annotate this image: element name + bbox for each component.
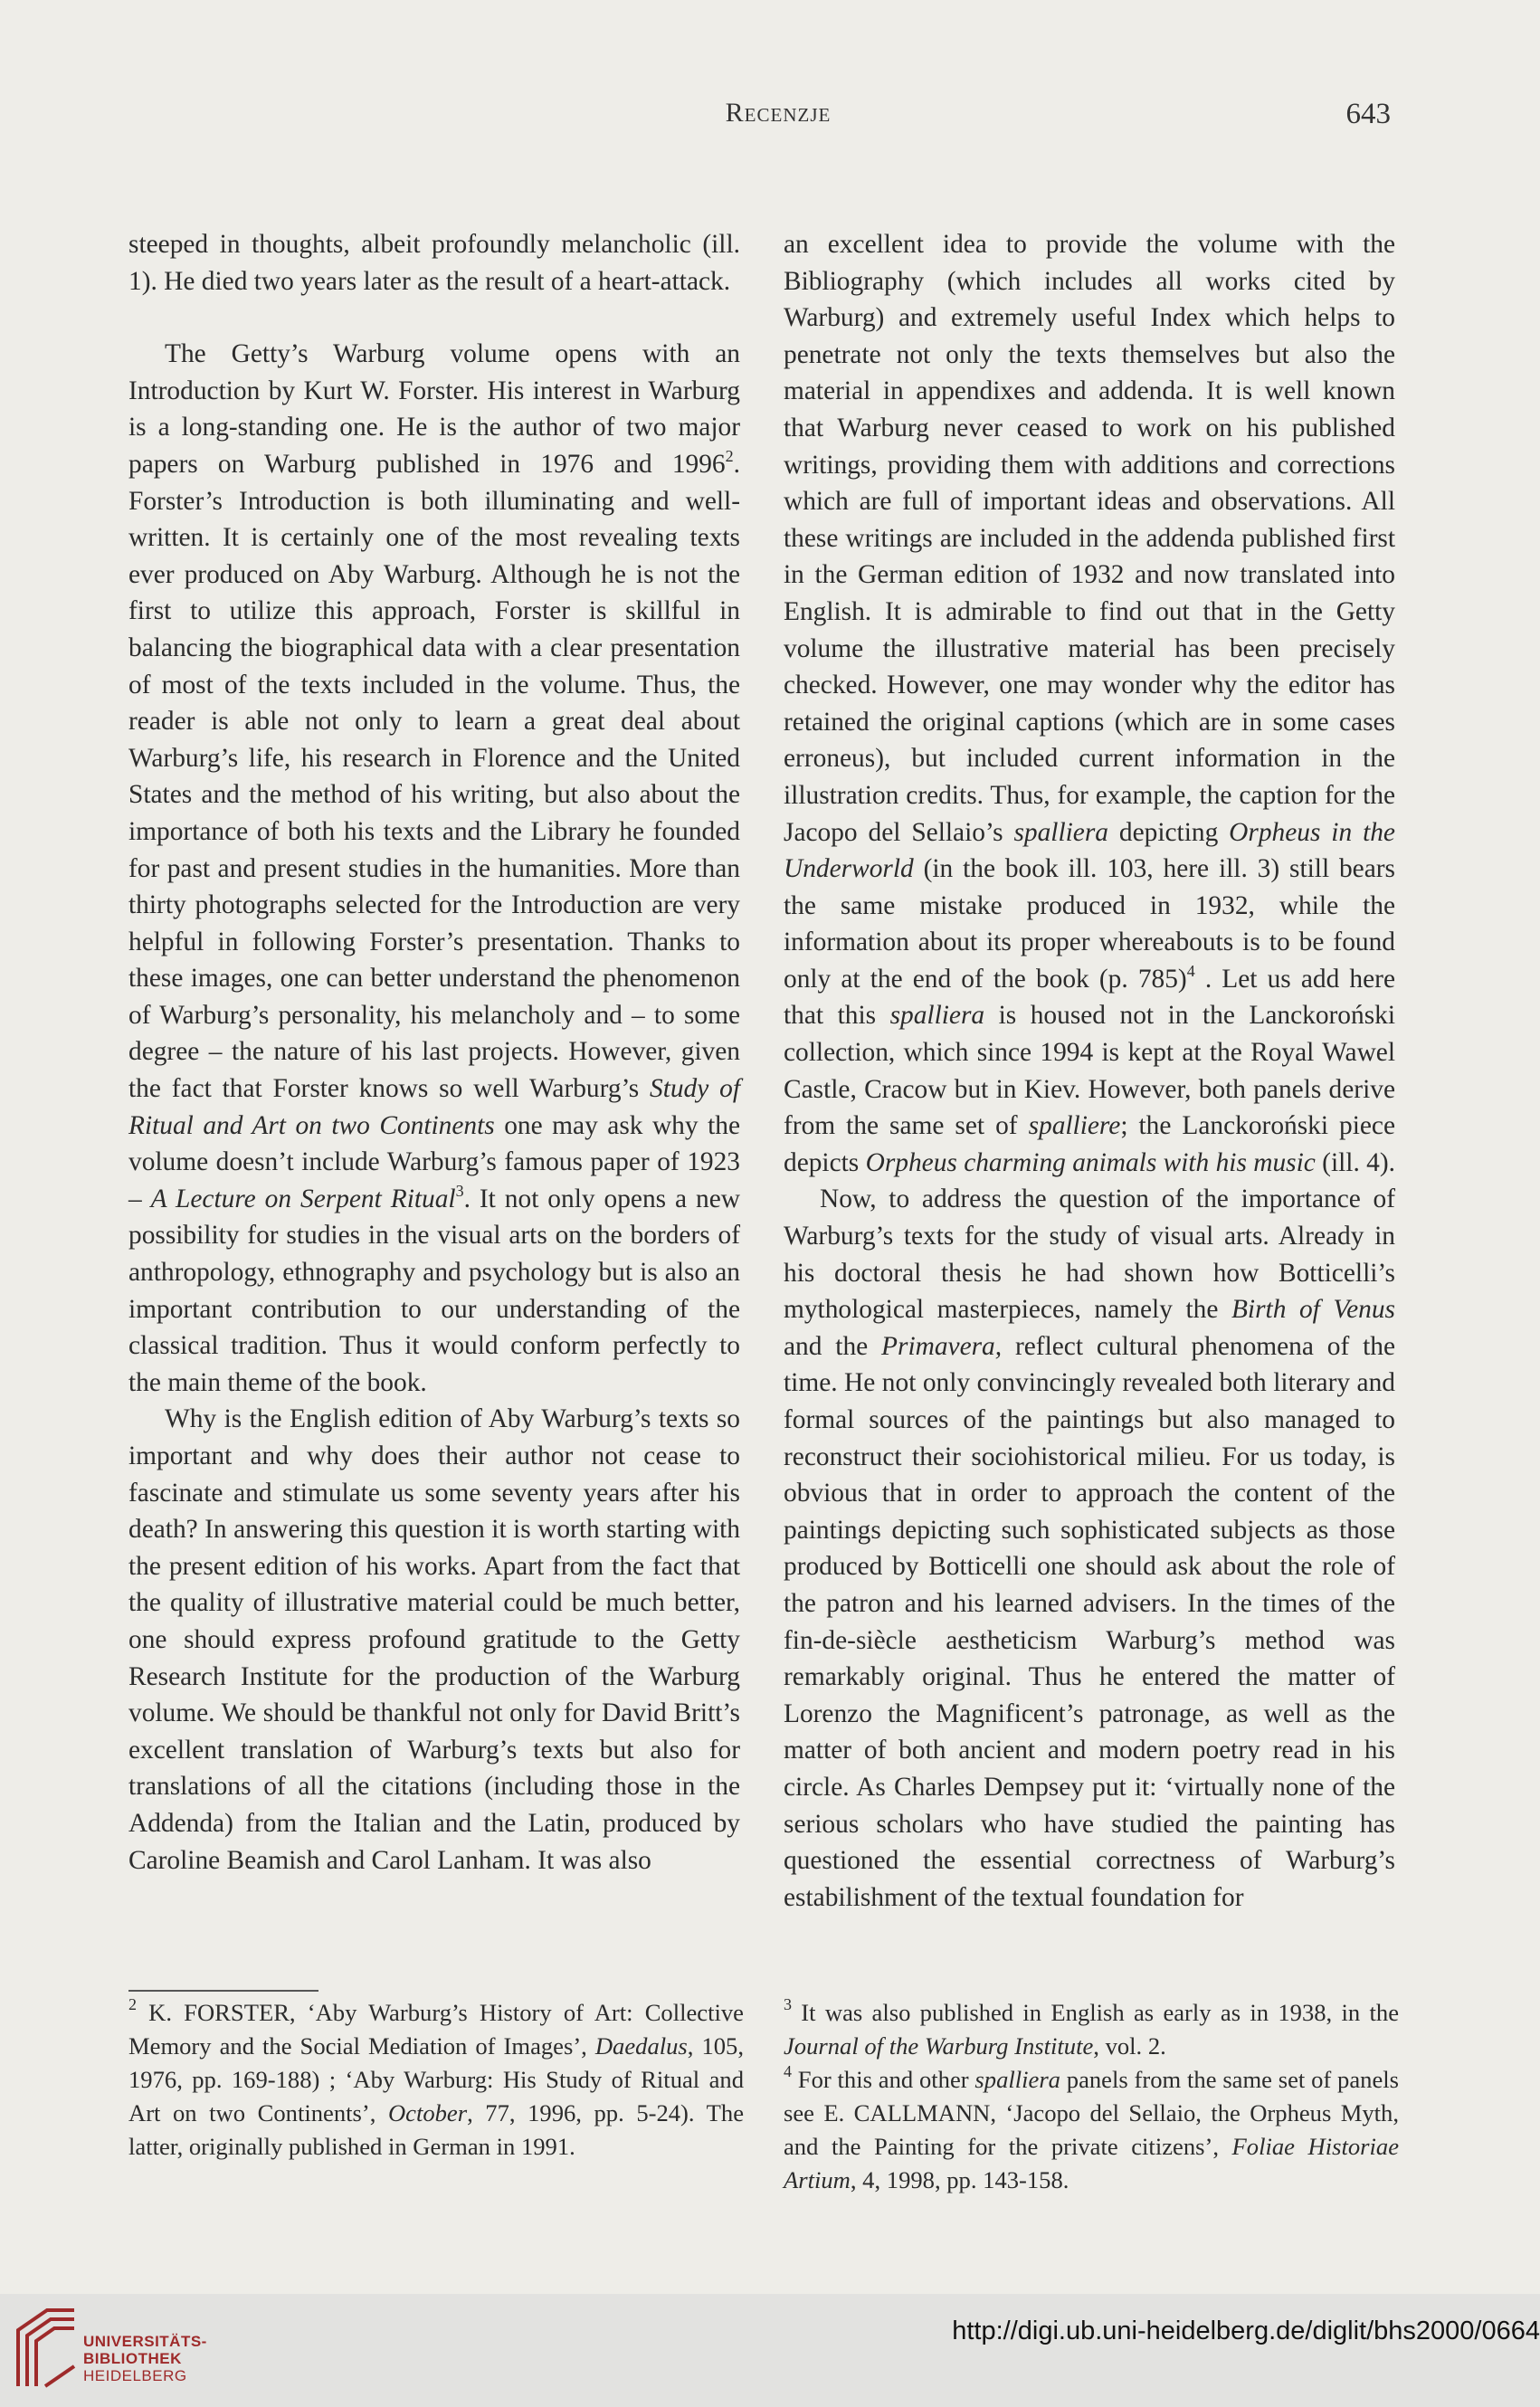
viewer-footer bbox=[0, 2294, 1540, 2407]
footnote-ref: 2 bbox=[725, 446, 734, 465]
left-column bbox=[128, 226, 740, 1879]
footnote-4: $^4$ For this and other spalliera panels from the same set of panels see E. CALLMANN, ‘Jacopo del Sellaio, the Orpheus Myth, and the Painting for the private citizens’, Foliae Historiae Artium, 4, 1998, pp. 143-158. bbox=[784, 2062, 1399, 2193]
footnote-divider bbox=[128, 1990, 318, 1992]
running-head-title: Recenzje bbox=[725, 98, 832, 128]
footnote-3: $^3$ It was also published in English as early as in 1938, in the Journal of the Warburg Institute, vol. 2. bbox=[784, 1995, 1399, 2060]
right-column bbox=[784, 226, 1395, 1916]
library-logo-icon bbox=[11, 2303, 81, 2393]
paragraph: The Getty’s Warburg volume opens with an Introduction by Kurt W. Forster. His interest in Warburg is a long-standing one. He is the author of two major papers on Warburg published in 1976 and 1996$^2$. Forster’s Introduction is both illuminating and well-written. It is certainly one of the most revealing texts ever produced on Aby Warburg. Although he is not the first to utilize this approach, Forster is skillful in balancing the biographical data with a clear presentation of most of the texts included in the volume. Thus, the reader is able not only to learn a great deal about Warburg’s life, his research in Florence and the United States and the method of his writing, but also about the importance of both his texts and the Library he founded for past and present studies in the humanities. More than thirty photographs selected for the Introduction are very helpful in following Forster’s presentation. Thanks to these images, one can better understand the phenomenon of Warburg’s personality, his melancholy and – to some degree – the nature of his last projects. However, given the fact that Forster knows so well Warburg’s Study of Ritual and Art on two Continents one may ask why the volume doesn’t include Warburg’s famous paper of 1923 – A Lecture on Serpent Ritual$^3$. It not only opens a new possibility for studies in the visual arts on the borders of anthropology, ethnography and psychology but is also an important contribution to our understanding of the classical tradition. Thus it would conform perfectly to the main theme of the book. bbox=[128, 339, 740, 1397]
source-url-link[interactable]: http://digi.ub.uni-heidelberg.de/diglit/bhs2000/0664 bbox=[952, 2317, 1540, 2345]
library-logo-text: UNIVERSITÄTS- BIBLIOTHEK HEIDELBERG bbox=[83, 2333, 207, 2384]
footnote-2: $^2$ K. FORSTER, ‘Aby Warburg’s History of Art: Collective Memory and the Social Mediation of Images’, Daedalus, 105, 1976, pp. 169-188) ; ‘Aby Warburg: His Study of Ritual and Art on two Continents’, October, 77, 1996, pp. 5-24). The latter, originally published in German in 1991. bbox=[128, 1995, 744, 2160]
paragraph: Now, to address the question of the importance of Warburg’s texts for the study of visual arts. Already in his doctoral thesis he had shown how Botticelli’s mythological masterpieces, namely the Birth of Venus and the Primavera, reflect cultural phenomena of the time. He not only convincingly revealed both literary and formal sources of the paintings but also managed to reconstruct their sociohistorical milieu. For us today, is obvious that in order to approach the content of the paintings depicting such sophisticated subjects as those produced by Botticelli one should ask about the role of the patron and his learned advisers. In the times of the fin-de-siècle aestheticism Warburg’s method was remarkably original. Thus he entered the matter of Lorenzo the Magnificent’s patronage, as well as the matter of both ancient and modern poetry read in his circle. As Charles Dempsey put it: ‘virtually none of the serious scholars who have studied the painting has questioned the essential correctness of Warburg’s estabilishment of the textual foundation for bbox=[784, 1184, 1396, 1912]
footnote-ref: 4 bbox=[1186, 961, 1195, 980]
footnotes-left bbox=[128, 1996, 744, 2164]
running-head bbox=[0, 98, 1540, 134]
paragraph: steeped in thoughts, albeit profoundly melancholic (ill. 1). He died two years later as the result of a heart-attack. bbox=[128, 230, 740, 296]
footnote-ref: 3 bbox=[455, 1181, 464, 1200]
footnotes-right bbox=[784, 1996, 1399, 2197]
paragraph: Why is the English edition of Aby Warburg’s texts so important and why does their author not cease to fascinate and stimulate us some seventy years after his death? In answering this question it is worth starting with the present edition of his works. Apart from the fact that the quality of illustrative material could be much better, one should express profound gratitude to the Getty Research Institute for the production of the Warburg volume. We should be thankful not only for David Britt’s excellent translation of Warburg’s texts but also for translations of all the citations (including those in the Addenda) from the Italian and the Latin, produced by Caroline Beamish and Carol Lanham. It was also bbox=[128, 1404, 740, 1875]
paragraph: an excellent idea to provide the volume with the Bibliography (which includes all works cited by Warburg) and extremely useful Index which helps to penetrate not only the texts themselves but also the material in appendixes and addenda. It is well known that Warburg never ceased to work on his published writings, providing them with additions and corrections which are full of important ideas and observations. All these writings are included in the addenda published first in the German edition of 1932 and now translated into English. It is admirable to find out that in the Getty volume the illustrative material has been precisely checked. However, one may wonder why the editor has retained the original captions (which are in some cases erroneus), but included current information in the illustration credits. Thus, for example, the caption for the Jacopo del Sellaio’s spalliera depicting Orpheus in the Underworld (in the book ill. 103, here ill. 3) still bears the same mistake produced in 1932, while the information about its proper whereabouts is to be found only at the end of the book (p. 785)$^4$ . Let us add here that this spalliera is housed not in the Lanckoroński collection, which since 1994 is kept at the Royal Wawel Castle, Cracow but in Kiev. However, both panels derive from the same set of spalliere; the Lanckoroński piece depicts Orpheus charming animals with his music (ill. 4). bbox=[784, 230, 1396, 1177]
page-number: 643 bbox=[1345, 98, 1391, 130]
